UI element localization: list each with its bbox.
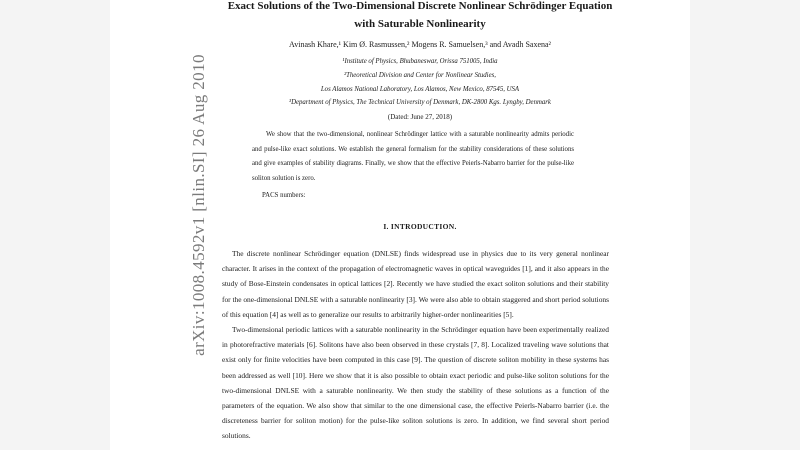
affiliation-2: ²Theoretical Division and Center for Nonlinear Studies, — [344, 72, 496, 79]
arxiv-stamp: arXiv:1008.4592v1 [nlin.SI] 26 Aug 2010 — [189, 54, 208, 356]
affiliation-2-cont: Los Alamos National Laboratory, Los Alamos, New Mexico, 87545, USA — [320, 86, 520, 93]
affiliation-1: ¹Institute of Physics, Bhubaneswar, Orissa 751005, India — [342, 58, 498, 65]
affiliation-3: ³Department of Physics, The Technical University of Denmark, DK-2800 Kgs. Lyngby, Denmark — [289, 99, 551, 106]
paragraph-1: The discrete nonlinear Schrödinger equation (DNLSE) finds widespread use in physics due to its very general nonlinear character. It arises in the context of the propagation of electromagnetic waves in optical waveguides [1], and it also appears in the study of Bose-Einstein condensates in optical lattices [2]. Recently we have studied the exact soliton solutions and their stability for the one-dimensional DNLSE with a saturable nonlinearity [3]. We were also able to obtain staggered and short period solutions of this equation [4] as well as to generalize our results to arbitrarily higher-order nonlinearities [5]. — [222, 249, 609, 319]
paragraph-2: Two-dimensional periodic lattices with a saturable nonlinearity in the Schrödinger equation have been experimentally realized in photorefractive materials [6]. Solitons have also been observed in these crystals [7, 8]. Localized traveling wave solutions that exist only for finite velocities have been computed in this case [9]. The question of discrete soliton mobility in these systems has been addressed as well [10]. Here we show that it is also possible to obtain exact periodic and pulse-like soliton solutions for the two-dimensional DNLSE with a saturable nonlinearity. We then study the stability of these solutions as a function of the parameters of the equation. We also show that similar to the one dimensional case, the effective Peierls-Nabarro barrier (i.e. the discreteness barrier for soliton motion) for the pulse-like soliton solutions is zero. In addition, we find several short period solutions. — [222, 325, 609, 441]
introduction-body — [222, 246, 609, 444]
abstract: We show that the two-dimensional, nonlinear Schrödinger lattice with a saturable nonlinearity admits periodic and pulse-like exact solutions. We establish the general formalism for the stability considerations of these solutions and give examples of stability diagrams. Finally, we show that the effective Peierls-Nabarro barrier for the pulse-like soliton solution is zero. — [252, 131, 574, 182]
paper-title — [220, 0, 620, 33]
left-margin-background — [0, 0, 110, 450]
title-line-1: Exact Solutions of the Two-Dimensional Discrete Nonlinear Schrödinger Equation — [227, 0, 613, 12]
date-line: (Dated: June 27, 2018) — [387, 113, 453, 121]
pacs-numbers: PACS numbers: — [262, 192, 306, 199]
right-margin-background — [690, 0, 800, 450]
author-list: Avinash Khare,¹ Kim Ø. Rasmussen,² Mogens R. Samuelsen,³ and Avadh Saxena² — [289, 40, 551, 49]
section-heading: I. INTRODUCTION. — [383, 222, 457, 231]
title-line-2: with Saturable Nonlinearity — [354, 18, 486, 30]
